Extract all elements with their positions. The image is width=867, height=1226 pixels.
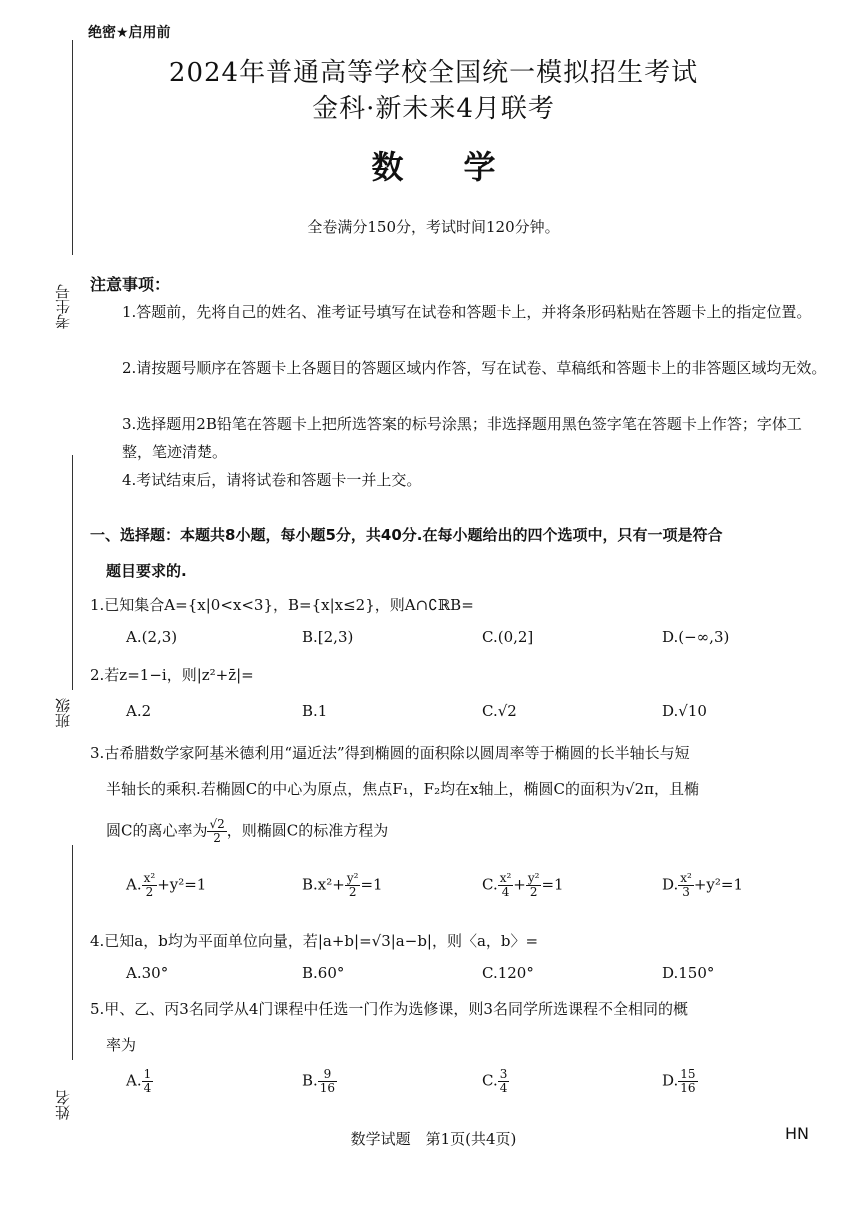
score-info: 全卷满分150分，考试时间120分钟。 (307, 218, 560, 236)
q3-eccentricity-fraction (207, 818, 226, 845)
q2-option-d: D.√10 (662, 702, 707, 720)
question-5-stem-line1: 5.甲、乙、丙3名同学从4门课程中任选一门作为选修课，则3名同学所选课程不全相同的概 (90, 1000, 688, 1018)
q3-option-a: A. $\frac{\text{x²}}{2}$ +y²=1 (126, 871, 207, 899)
q5-option-b: B. $\frac{9}{16}$ (302, 1067, 336, 1095)
subject-char-2: 学 (463, 148, 496, 186)
margin-label-class: 班级 (54, 698, 72, 728)
notice-item-1: 1.答题前，先将自己的姓名、准考证号填写在试卷和答题卡上，并将条形码粘贴在答题卡上的指定位置。 (122, 303, 812, 321)
exam-title: 2024年普通高等学校全国统一模拟招生考试 (168, 58, 699, 88)
q3-option-b: B.x²+ $\frac{\text{y²}}{2}$ =1 (302, 871, 383, 899)
q4-option-d: D.150° (662, 964, 715, 982)
q3-option-d: D. $\frac{\text{x²}}{3}$ +y²=1 (662, 871, 744, 899)
q5-option-a: A. $\frac{1}{4}$ (126, 1067, 152, 1095)
margin-line-2 (72, 455, 73, 690)
page-footer: 数学试题 第1页(共4页) (350, 1130, 517, 1148)
notice-item-4: 4.考试结束后，请将试卷和答题卡一并上交。 (122, 471, 422, 489)
notice-item-2: 2.请按题号顺序在答题卡上各题目的答题区域内作答，写在试卷、草稿纸和答题卡上的非答题区域均无效。 (122, 359, 827, 377)
q1-option-b: B.[2,3) (302, 628, 354, 646)
q3-stem-line3-suffix: ，则椭圆C的标准方程为 (226, 821, 389, 840)
question-5-stem-line2: 率为 (106, 1036, 137, 1054)
question-2-stem: 2.若z=1−i，则|z²+z̄|= (90, 666, 254, 684)
q3-ecc-num: √2 (209, 817, 225, 831)
subject-title (0, 142, 867, 188)
question-4-stem: 4.已知a，b均为平面单位向量，若|a+b|=√3|a−b|，则〈a，b〉= (90, 932, 539, 950)
q5-option-d: D. $\frac{15}{16}$ (662, 1067, 696, 1095)
q1-option-d: D.(−∞,3) (662, 628, 730, 646)
q3-stem-line3-prefix: 圆C的离心率为 (106, 821, 208, 840)
q1-option-c: C.(0,2] (482, 628, 534, 646)
q3-option-c: C. $\frac{\text{x²}}{4}$ + $\frac{\text{y²}}{2}$ =1 (482, 871, 564, 899)
exam-subtitle: 金科·新未来4月联考 (312, 94, 555, 124)
margin-label-exam-no: 考生号 (54, 284, 72, 329)
question-1-stem: 1.已知集合A={x|0<x<3}，B={x|x≤2}，则A∩∁ℝB= (90, 596, 474, 614)
notice-item-3: 3.选择题用2B铅笔在答题卡上把所选答案的标号涂黑；非选择题用黑色签字笔在答题卡上作答；字体工整，笔迹清楚。 (122, 415, 802, 461)
subject-char-1: 数 (371, 148, 404, 186)
section-heading-line2: 题目要求的. (106, 562, 187, 580)
q3-ecc-den: 2 (213, 831, 221, 845)
q4-option-a: A.30° (126, 964, 169, 982)
q5-option-c: C. $\frac{3}{4}$ (482, 1067, 508, 1095)
section-heading-line1: 一、选择题：本题共8小题，每小题5分，共40分.在每小题给出的四个选项中，只有一项是符合 (90, 526, 723, 544)
q1-option-a: A.(2,3) (126, 628, 178, 646)
region-code: HN (785, 1124, 809, 1143)
confidential-mark: 绝密★启用前 (88, 25, 171, 41)
question-3-stem-line2: 半轴长的乘积.若椭圆C的中心为原点，焦点F₁，F₂均在x轴上，椭圆C的面积为√2π，且椭 (106, 780, 699, 798)
q2-option-c: C.√2 (482, 702, 517, 720)
notice-title: 注意事项： (90, 275, 171, 294)
q2-option-b: B.1 (302, 702, 328, 720)
margin-line-3 (72, 845, 73, 1060)
margin-label-name: 姓名 (54, 1090, 72, 1120)
q4-option-c: C.120° (482, 964, 534, 982)
question-3-stem-line3 (106, 818, 831, 845)
q4-option-b: B.60° (302, 964, 345, 982)
q2-option-a: A.2 (126, 702, 152, 720)
question-3-stem-line1: 3.古希腊数学家阿基米德利用“逼近法”得到椭圆的面积除以圆周率等于椭圆的长半轴长与短 (90, 744, 690, 762)
